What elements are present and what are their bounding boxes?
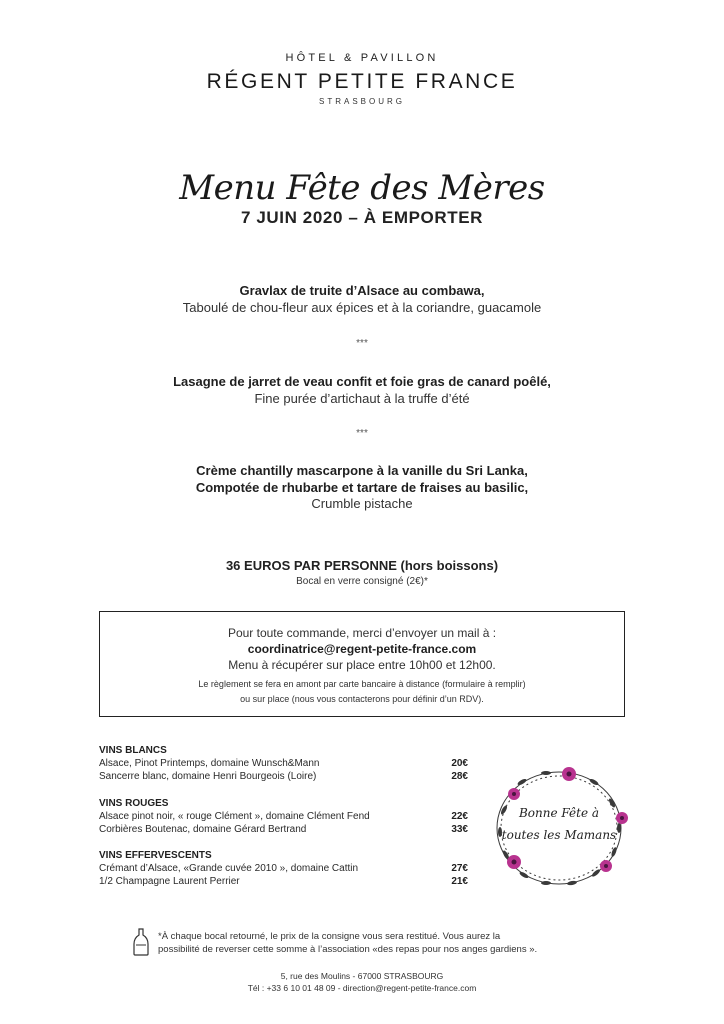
- red-wines-heading: VINS ROUGES: [99, 798, 169, 809]
- main-course-title: Lasagne de jarret de veau confit et foie gras de canard poêlé,: [173, 374, 551, 389]
- wreath-text-line1: Bonne Fête à: [518, 806, 600, 820]
- wine-price: 21€: [451, 876, 468, 887]
- wine-price: 20€: [451, 758, 468, 769]
- wine-price: 33€: [451, 824, 468, 835]
- footnote-line2: possibilité de reverser cette somme à l’association «des repas pour nos anges gardiens ».: [158, 944, 538, 955]
- order-info-box: [99, 611, 625, 717]
- white-wines-heading: VINS BLANCS: [99, 745, 167, 756]
- wine-item: Sancerre blanc, domaine Henri Bourgeois (Loire): [99, 771, 317, 782]
- menu-title: Menu Fête des Mères: [179, 168, 545, 208]
- dessert-detail: Crumble pistache: [311, 496, 413, 511]
- pickup-time: Menu à récupérer sur place entre 10h00 et 12h00.: [228, 658, 496, 672]
- footnote-line1: *À chaque bocal retourné, le prix de la consigne vous sera restitué. Vous aurez la: [158, 931, 501, 942]
- hotel-city: STRASBOURG: [318, 97, 405, 106]
- hotel-name: RÉGENT PETITE FRANCE: [206, 70, 518, 93]
- wine-item: Alsace pinot noir, « rouge Clément », domaine Clément Fend: [99, 811, 370, 822]
- dessert-title-2: Compotée de rhubarbe et tartare de fraises au basilic,: [195, 480, 529, 495]
- jar-deposit-note: Bocal en verre consigné (2€)*: [296, 576, 428, 587]
- sparkling-wines-heading: VINS EFFERVESCENTS: [99, 850, 212, 861]
- menu-subtitle: 7 JUIN 2020 – À EMPORTER: [240, 208, 484, 227]
- wine-item: Crémant d’Alsace, «Grande cuvée 2010 », domaine Cattin: [99, 863, 359, 874]
- main-course-detail: Fine purée d’artichaut à la truffe d’été: [254, 391, 470, 406]
- price-per-person: 36 EUROS PAR PERSONNE (hors boissons): [225, 558, 499, 573]
- separator-1: ***: [356, 338, 368, 349]
- payment-info-cont: ou sur place (nous vous contacterons pour définir d’un RDV).: [240, 694, 484, 704]
- hotel-top-line: HÔTEL & PAVILLON: [285, 52, 439, 64]
- wine-item: Corbières Boutenac, domaine Gérard Bertrand: [99, 824, 307, 835]
- contact-line: Tél : +33 6 10 01 48 09 - direction@regent-petite-france.com: [247, 983, 477, 993]
- starter-detail: Taboulé de chou-fleur aux épices et à la coriandre, guacamole: [182, 300, 542, 315]
- address-line: 5, rue des Moulins - 67000 STRASBOURG: [280, 971, 444, 981]
- wine-price: 28€: [451, 771, 468, 782]
- wine-price: 27€: [451, 863, 468, 874]
- payment-info: Le règlement se fera en amont par carte bancaire à distance (formulaire à remplir): [198, 679, 526, 689]
- order-email-link[interactable]: coordinatrice@regent-petite-france.com: [247, 642, 477, 656]
- separator-2: ***: [356, 428, 368, 439]
- floral-wreath: [484, 760, 634, 896]
- wine-price: 22€: [451, 811, 468, 822]
- wreath-text-line2: toutes les Mamans: [501, 828, 617, 842]
- order-instruction: Pour toute commande, merci d’envoyer un mail à :: [227, 626, 497, 640]
- starter-title: Gravlax de truite d’Alsace au combawa,: [239, 283, 485, 298]
- bottle-icon: [132, 928, 150, 956]
- wine-item: Alsace, Pinot Printemps, domaine Wunsch&Mann: [99, 758, 320, 769]
- wine-item: 1/2 Champagne Laurent Perrier: [99, 876, 240, 887]
- dessert-title-1: Crème chantilly mascarpone à la vanille du Sri Lanka,: [196, 463, 528, 478]
